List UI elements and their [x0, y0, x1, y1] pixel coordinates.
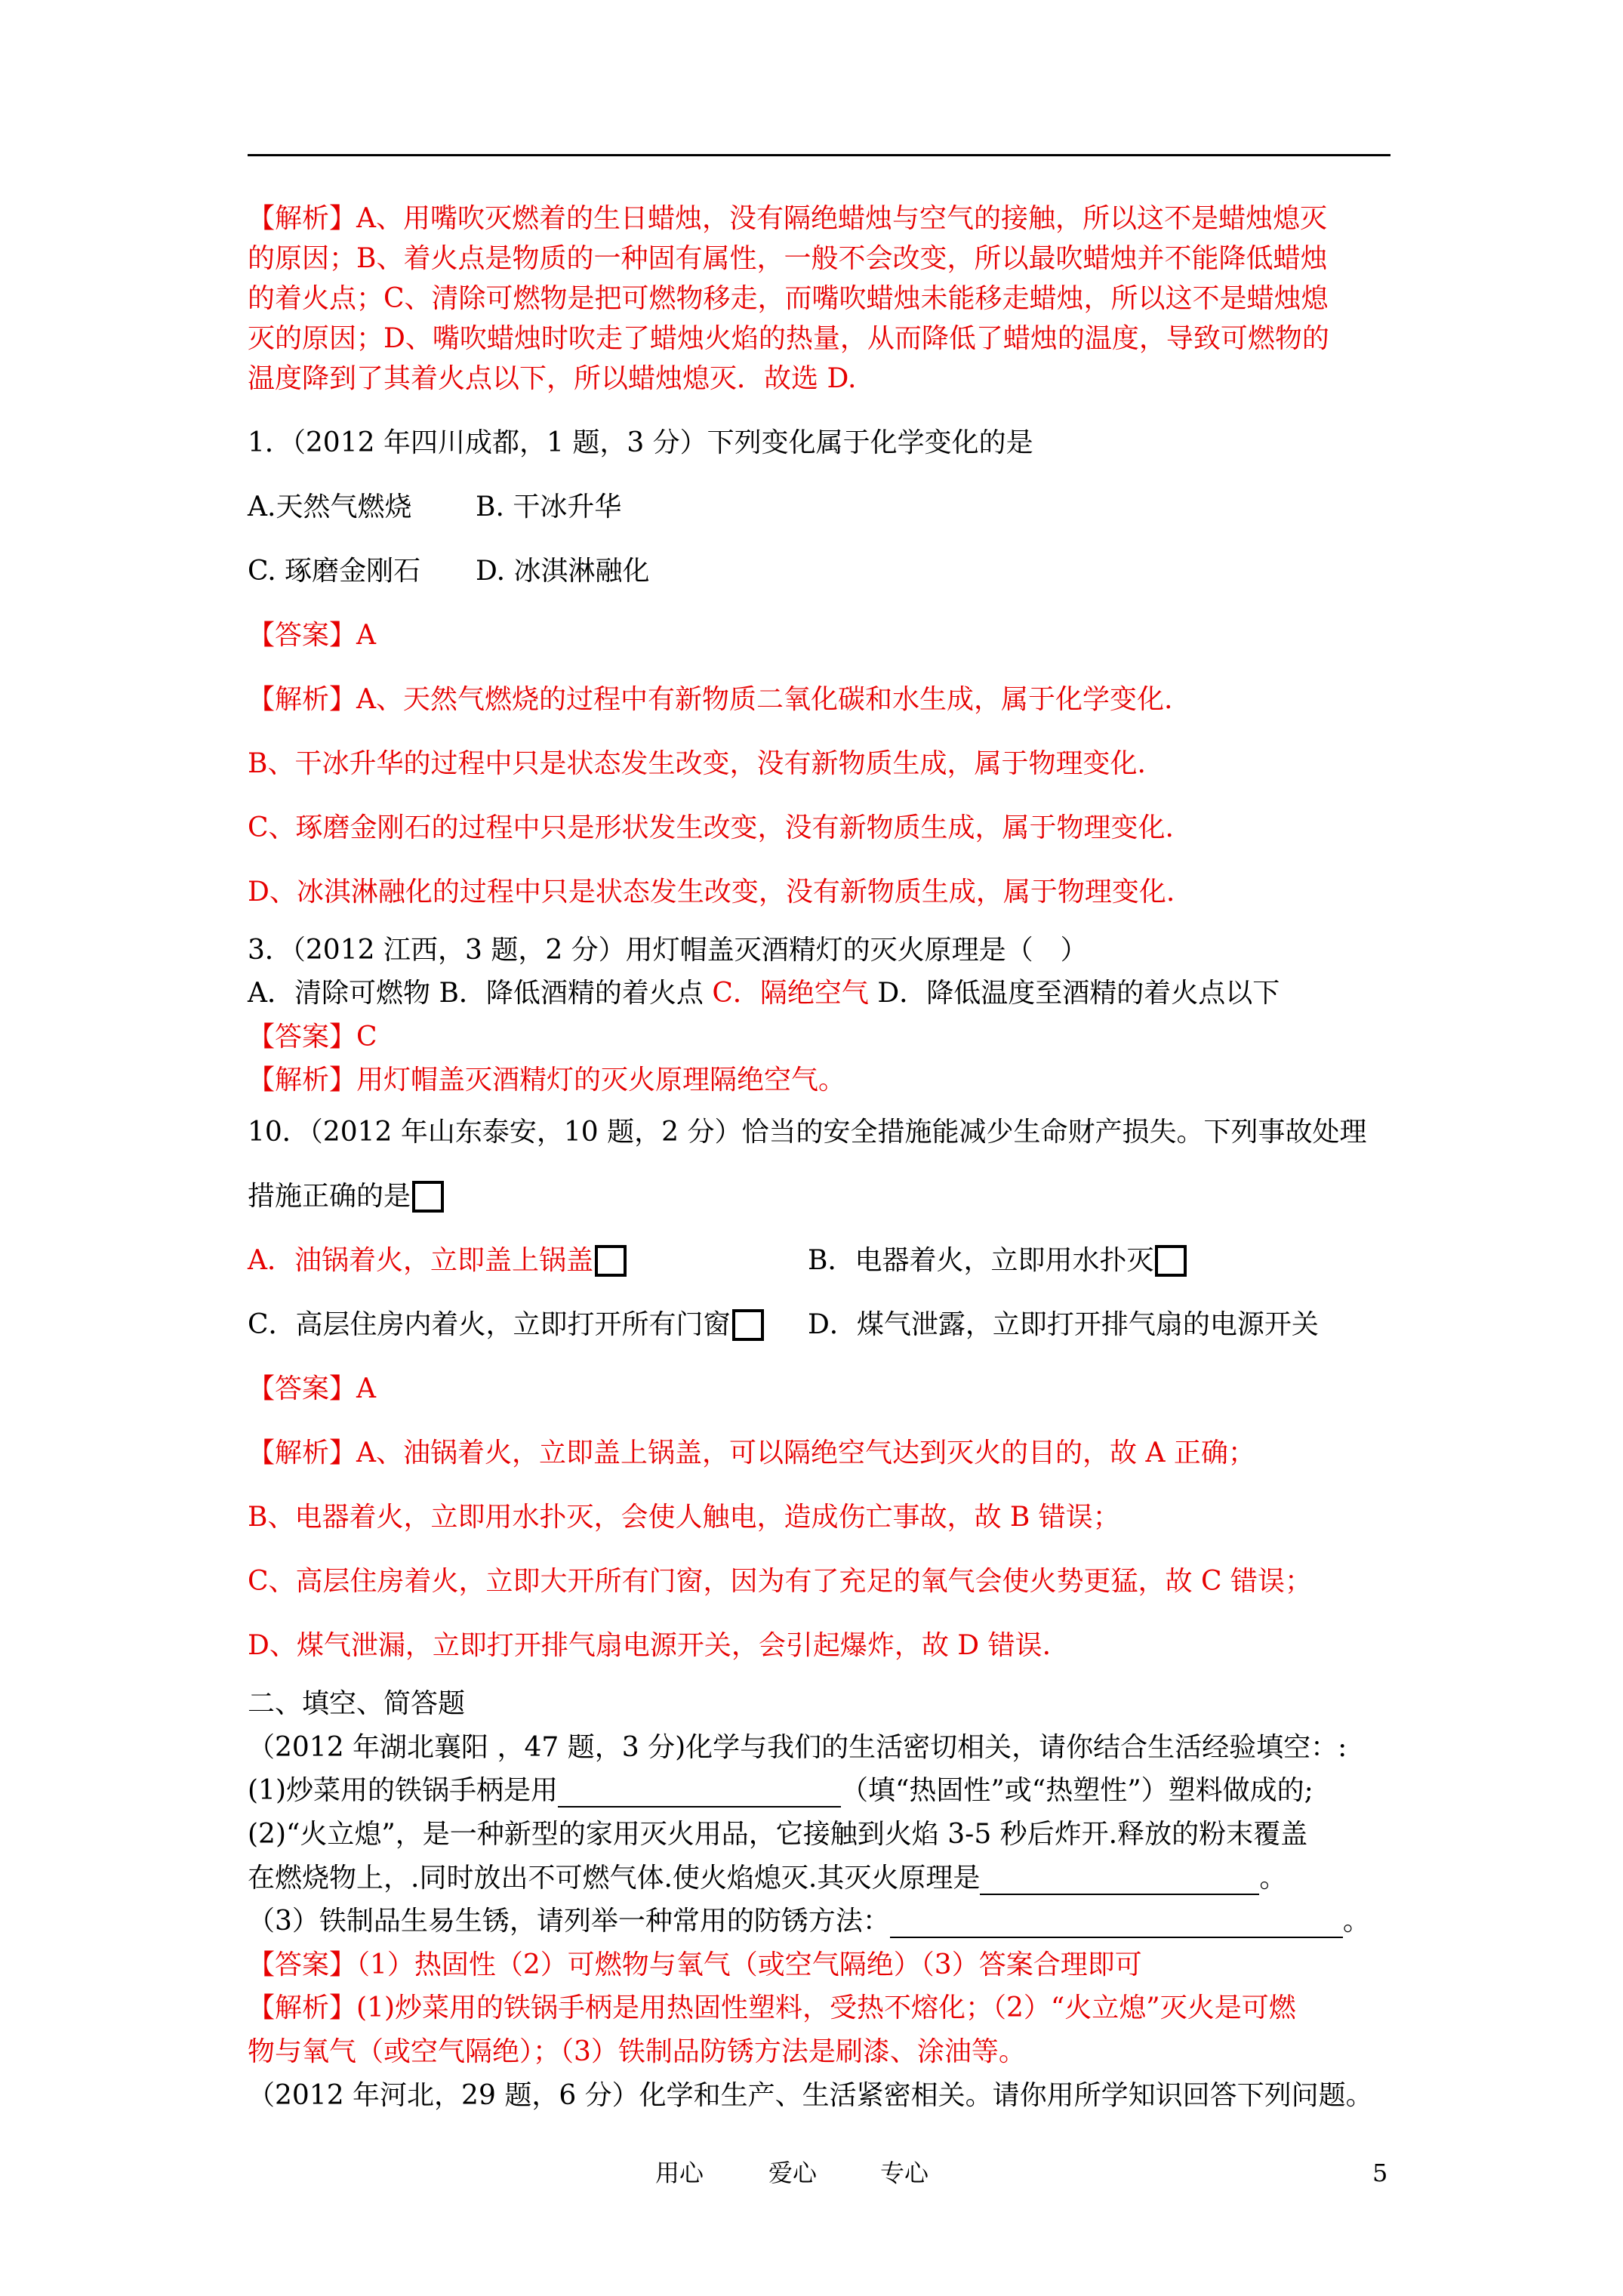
question-47-part-1 — [248, 1774, 1313, 1808]
question-1-option-a: A.天然气燃烧 — [248, 492, 412, 522]
question-10-analysis: 【解析】A、油锅着火，立即盖上锅盖，可以隔绝空气达到灭火的目的，故 A 正确； — [248, 1438, 1255, 1469]
fill-blank — [890, 1908, 1343, 1938]
fill-blank — [558, 1777, 841, 1808]
question-1-analysis: 【解析】A、天然气燃烧的过程中有新物质二氧化碳和水生成，属于化学变化. — [248, 684, 1173, 715]
question-3-option-c: C．隔绝空气 — [712, 978, 869, 1009]
question-10-option-d: D．煤气泄露，立即打开排气扇的电源开关 — [808, 1309, 1319, 1340]
analysis-line: 温度降到了其着火点以下，所以蜡烛熄灭．故选 D. — [248, 363, 857, 394]
option-b-text: B．电器着火，立即用水扑灭 — [808, 1245, 1154, 1276]
question-3-stem: 3．（2012 江西，3 题，2 分）用灯帽盖灭酒精灯的灭火原理是（ ） — [248, 935, 1088, 966]
answer-box — [732, 1309, 764, 1341]
question-10-stem-text: 措施正确的是 — [248, 1181, 411, 1212]
question-47-analysis: 【解析】(1)炒菜用的铁锅手柄是用热固性塑料，受热不熔化；（2）“火立熄”灭火是可燃 — [248, 1992, 1296, 2023]
question-10-option-c — [248, 1308, 764, 1342]
option-a-text: A．油锅着火，立即盖上锅盖 — [248, 1245, 593, 1276]
analysis-line: 的原因；B、着火点是物质的一种固有属性，一般不会改变，所以最吹蜡烛并不能降低蜡烛 — [248, 243, 1328, 274]
question-1-analysis: D、冰淇淋融化的过程中只是状态发生改变，没有新物质生成，属于物理变化. — [248, 877, 1175, 908]
part-1-text: (1)炒菜用的铁锅手柄是用 — [248, 1775, 558, 1806]
question-10-answer: 【答案】A — [248, 1373, 376, 1404]
analysis-line: 灭的原因；D、嘴吹蜡烛时吹走了蜡烛火焰的热量，从而降低了蜡烛的温度，导致可燃物的 — [248, 323, 1329, 354]
question-1-answer: 【答案】A — [248, 620, 376, 651]
footer-motto-1: 用心 — [655, 2159, 704, 2187]
question-1-analysis: B、干冰升华的过程中只是状态发生改变，没有新物质生成，属于物理变化. — [248, 748, 1146, 779]
footer-motto-3: 专心 — [880, 2159, 929, 2187]
question-10-stem-line2 — [248, 1180, 444, 1213]
question-47-part-3 — [248, 1905, 1370, 1938]
part-3-text: （3）铁制品生易生锈，请列举一种常用的防锈方法： — [248, 1906, 890, 1937]
question-10-option-a — [248, 1244, 627, 1277]
question-3-options-ab: A．清除可燃物 B．降低酒精的着火点 — [248, 978, 713, 1009]
part-1-text-after: （填“热固性”或“热塑性”）塑料做成的; — [841, 1775, 1313, 1806]
question-1-option-c: C. 琢磨金刚石 — [248, 556, 421, 587]
question-47-stem: （2012 年湖北襄阳 ，47 题，3 分)化学与我们的生活密切相关，请你结合生活经验填空：: — [248, 1732, 1347, 1763]
part-2-text-after: 。 — [1259, 1863, 1287, 1894]
question-3-options — [248, 977, 1280, 1010]
analysis-line: 【解析】A、用嘴吹灭燃着的生日蜡烛，没有隔绝蜡烛与空气的接触，所以这不是蜡烛熄灭 — [248, 203, 1327, 234]
answer-box — [412, 1181, 444, 1213]
question-10-stem: 10．（2012 年山东泰安，10 题，2 分）恰当的安全措施能减少生命财产损失。下列事故处理 — [248, 1117, 1367, 1148]
question-47-answer: 【答案】（1）热固性（2）可燃物与氧气（或空气隔绝）（3）答案合理即可 — [248, 1949, 1142, 1980]
page-number: 5 — [1372, 2159, 1388, 2187]
question-47-analysis: 物与氧气（或空气隔绝）；（3）铁制品防锈方法是刷漆、涂油等。 — [248, 2036, 1026, 2067]
question-1-stem: 1．（2012 年四川成都，1 题，3 分）下列变化属于化学变化的是 — [248, 427, 1033, 458]
section-heading: 二、填空、简答题 — [248, 1688, 466, 1719]
answer-box — [595, 1245, 627, 1277]
question-1-analysis: C、琢磨金刚石的过程中只是形状发生改变，没有新物质生成，属于物理变化. — [248, 812, 1174, 843]
fill-blank — [980, 1865, 1259, 1895]
question-3-option-d: D．降低温度至酒精的着火点以下 — [868, 978, 1280, 1009]
question-3-answer: 【答案】C — [248, 1022, 377, 1052]
option-c-text: C．高层住房内着火，立即打开所有门窗 — [248, 1309, 731, 1340]
footer-motto-2: 爱心 — [768, 2159, 818, 2187]
question-47-part-2: (2)“火立熄”，是一种新型的家用灭火用品，它接触到火焰 3-5 秒后炸开.释放的粉末覆盖 — [248, 1819, 1308, 1850]
question-29-stem: （2012 年河北，29 题，6 分）化学和生产、生活紧密相关。请你用所学知识回答下列问题。 — [248, 2080, 1373, 2111]
question-10-option-b — [808, 1244, 1187, 1277]
question-1-option-b: B. 干冰升华 — [476, 492, 622, 522]
question-1-option-d: D. 冰淇淋融化 — [476, 556, 650, 587]
part-3-text-after: 。 — [1342, 1906, 1370, 1937]
question-10-analysis: D、煤气泄漏，立即打开排气扇电源开关，会引起爆炸，故 D 错误. — [248, 1630, 1052, 1661]
part-2-text: 在燃烧物上，.同时放出不可燃气体.使火焰熄灭.其灭火原理是 — [248, 1863, 981, 1894]
answer-box — [1155, 1245, 1187, 1277]
analysis-line: 的着火点；C、清除可燃物是把可燃物移走，而嘴吹蜡烛未能移走蜡烛，所以这不是蜡烛熄 — [248, 283, 1329, 314]
header-rule — [248, 154, 1390, 156]
question-3-analysis: 【解析】用灯帽盖灭酒精灯的灭火原理隔绝空气。 — [248, 1065, 846, 1096]
question-10-analysis: C、高层住房着火，立即大开所有门窗，因为有了充足的氧气会使火势更猛，故 C 错误； — [248, 1566, 1312, 1597]
question-47-part-2-line2 — [248, 1862, 1286, 1895]
question-10-analysis: B、电器着火，立即用水扑灭，会使人触电，造成伤亡事故，故 B 错误； — [248, 1502, 1120, 1533]
